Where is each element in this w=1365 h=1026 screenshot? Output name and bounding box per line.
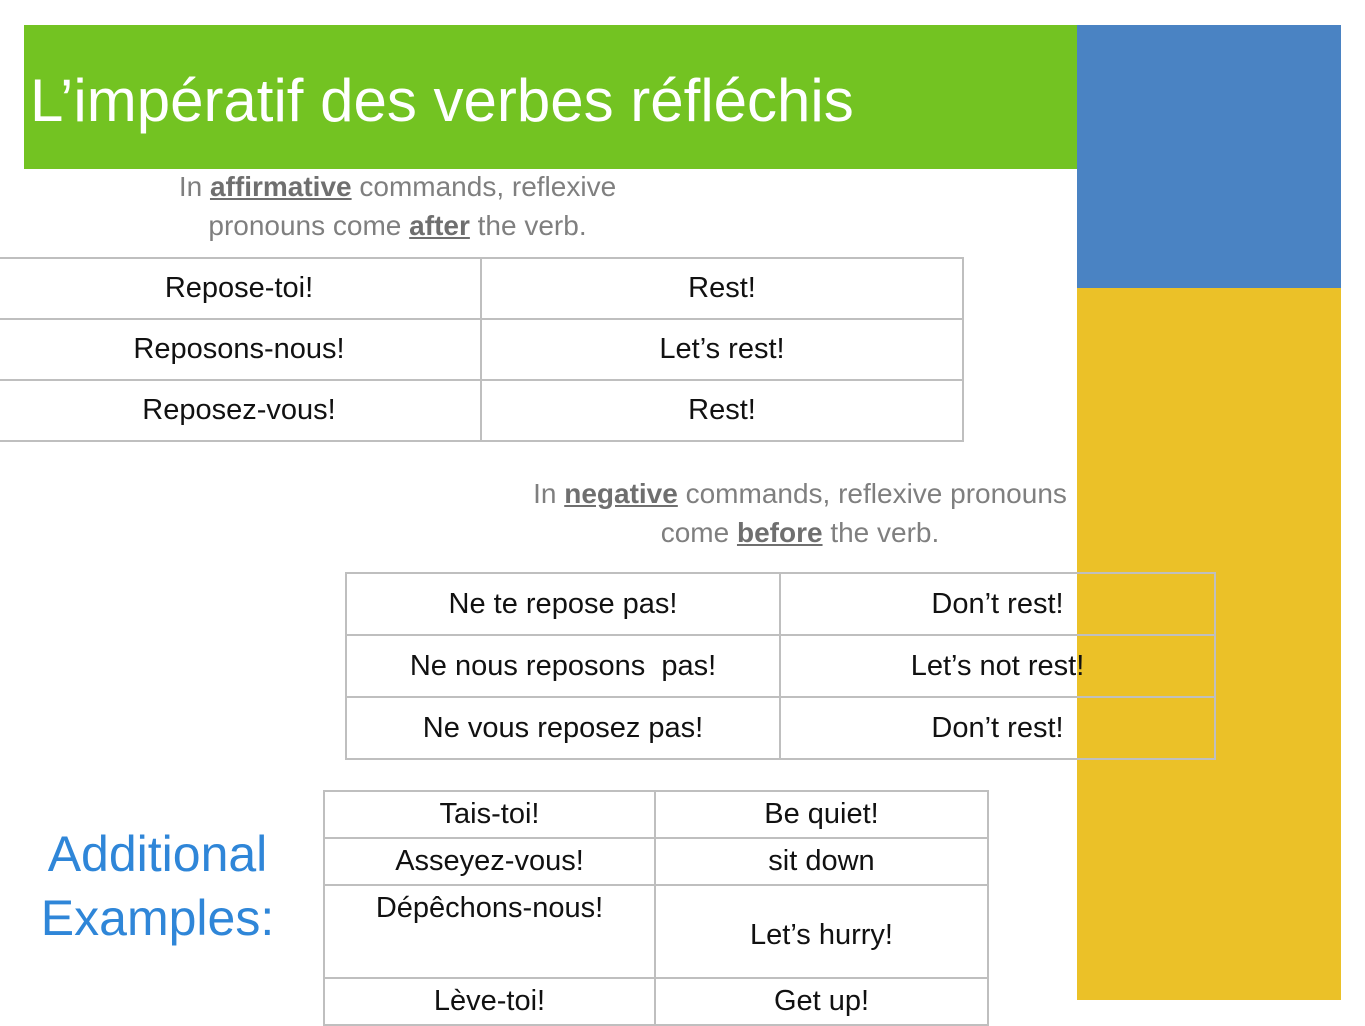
negative-keyword: negative (564, 478, 678, 509)
table-row (324, 885, 988, 978)
slide-title: L’impératif des verbes réfléchis (30, 67, 854, 134)
french-command: Lève-toi! (324, 978, 655, 1025)
table-row (324, 791, 988, 838)
french-command: Ne vous reposez pas! (346, 697, 780, 759)
affirmative-note-text: pronouns come (208, 210, 410, 241)
table-row (346, 697, 1215, 759)
negative-table (345, 572, 1216, 760)
table-row (0, 319, 963, 380)
english-translation: Get up! (655, 978, 988, 1025)
english-translation: Don’t rest! (780, 697, 1215, 759)
french-command: Ne te repose pas! (346, 573, 780, 635)
english-translation: Let’s hurry! (655, 885, 988, 978)
negative-note-text: come (660, 517, 737, 548)
negative-note-text: In (533, 478, 565, 509)
table-row (0, 380, 963, 441)
additional-heading-line: Additional (47, 826, 268, 882)
affirmative-note-text: the verb. (469, 210, 587, 241)
french-command: Tais-toi! (324, 791, 655, 838)
affirmative-table (0, 257, 964, 442)
english-translation: Let’s not rest! (780, 635, 1215, 697)
english-translation: Rest! (481, 258, 963, 319)
table-row (346, 635, 1215, 697)
additional-examples-table (323, 790, 989, 1026)
table-row (324, 978, 988, 1025)
table-row (324, 838, 988, 885)
affirmative-note-text: commands, reflexive (351, 171, 617, 202)
french-command: Asseyez-vous! (324, 838, 655, 885)
french-command: Reposez-vous! (0, 380, 481, 441)
negative-note-text: commands, reflexive pronouns (677, 478, 1067, 509)
table-row (0, 258, 963, 319)
english-translation: sit down (655, 838, 988, 885)
before-keyword: before (736, 517, 823, 548)
affirmative-keyword: affirmative (209, 171, 352, 202)
french-command: Dépêchons-nous! (324, 885, 655, 978)
affirmative-note-text: In (178, 171, 210, 202)
french-command: Reposons-nous! (0, 319, 481, 380)
english-translation: Don’t rest! (780, 573, 1215, 635)
french-command: Ne nous reposons pas! (346, 635, 780, 697)
after-keyword: after (409, 210, 470, 241)
negative-note (480, 474, 1120, 552)
english-translation: Be quiet! (655, 791, 988, 838)
additional-examples-heading (20, 822, 295, 950)
blue-decor-block (1077, 25, 1341, 288)
english-translation: Let’s rest! (481, 319, 963, 380)
french-command: Repose-toi! (0, 258, 481, 319)
english-translation: Rest! (481, 380, 963, 441)
negative-note-text: the verb. (822, 517, 940, 548)
table-row (346, 573, 1215, 635)
additional-heading-line: Examples: (40, 890, 275, 946)
affirmative-note (120, 167, 675, 245)
